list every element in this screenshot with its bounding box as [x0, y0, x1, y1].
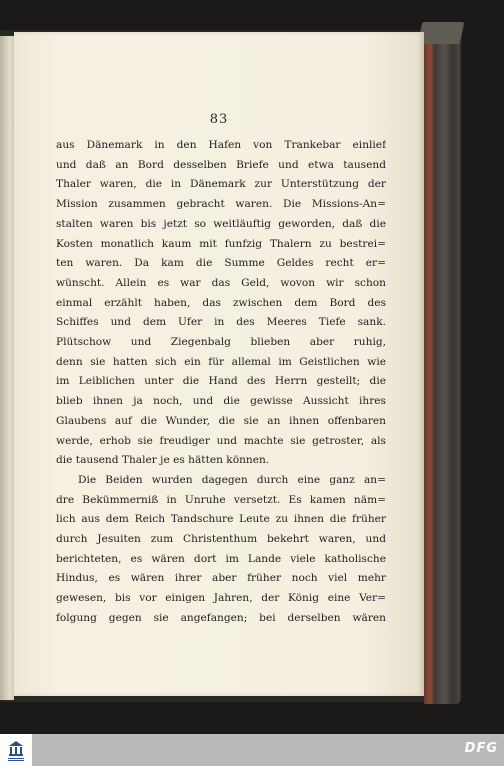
page-text-block: [56, 136, 386, 629]
text-line: Schiffes und dem Ufer in des Meeres Tiefe sank.: [56, 316, 386, 329]
text-line: Mission zusammen gebracht waren. Die Missions-An=: [56, 198, 386, 211]
text-line: einmal erzählt haben, das zwischen dem Bord des: [56, 296, 386, 309]
text-line: die tausend Thaler je es hätten können.: [56, 454, 270, 467]
text-line: blieb ihnen ja noch, und die gewisse Aussicht ihres: [56, 395, 386, 408]
text-line: im Leiblichen unter die Hand des Herrn gestellt; die: [56, 375, 386, 388]
text-line: dre Bekümmerniß in Unruhe versetzt. Es kamen näm=: [56, 493, 386, 506]
text-line: Glaubens auf die Wunder, die sie an ihnen offenbaren: [56, 414, 386, 427]
text-line: Kosten monatlich kaum mit funfzig Thalern zu bestrei=: [56, 237, 386, 250]
library-logo-icon[interactable]: [0, 734, 32, 766]
page-number: 83: [209, 112, 229, 127]
text-line: lich aus dem Reich Tandschure Leute zu ihnen die früher: [56, 513, 386, 526]
book-page: [14, 32, 424, 696]
text-line: Die Beiden wurden dagegen durch eine ganz an=: [78, 473, 386, 486]
text-line: denn sie hatten sich ein für allemal im Geistlichen wie: [56, 355, 386, 368]
text-line: Plütschow und Ziegenbalg blieben aber ruhig,: [56, 336, 386, 349]
text-line: werde, erhob sie freudiger und machte sie getroster, als: [56, 434, 386, 447]
text-line: aus Dänemark in den Hafen von Trankebar einlief: [56, 139, 386, 151]
text-line: und daß an Bord desselben Briefe und etwa tausend: [56, 158, 386, 171]
text-line: gewesen, bis vor einigen Jahren, der König eine Ver=: [56, 592, 386, 605]
text-line: wünscht. Allein es war das Geld, wovon wir schon: [56, 276, 386, 289]
footer-bar: [0, 734, 504, 766]
facing-page-edge: [0, 36, 14, 700]
text-line: Hindus, es wären ihrer aber früher noch viel mehr: [56, 572, 386, 585]
text-line: stalten waren bis jetzt so weitläuftig geworden, daß die: [56, 217, 386, 230]
text-line: folgung gegen sie angefangen; bei derselben wären: [56, 611, 386, 624]
book-cover-corner: [418, 22, 465, 44]
text-line: ten waren. Da kam die Summe Geldes recht er=: [56, 257, 386, 270]
dfg-brand-label[interactable]: DFG: [464, 741, 498, 756]
text-line: berichteten, es wären dort im Lande viele katholische: [56, 552, 386, 565]
text-line: durch Jesuiten zum Christenthum bekehrt waren, und: [56, 533, 386, 546]
book-cover-edge: [424, 24, 460, 704]
text-line: Thaler waren, die in Dänemark zur Unterstützung der: [56, 178, 386, 191]
